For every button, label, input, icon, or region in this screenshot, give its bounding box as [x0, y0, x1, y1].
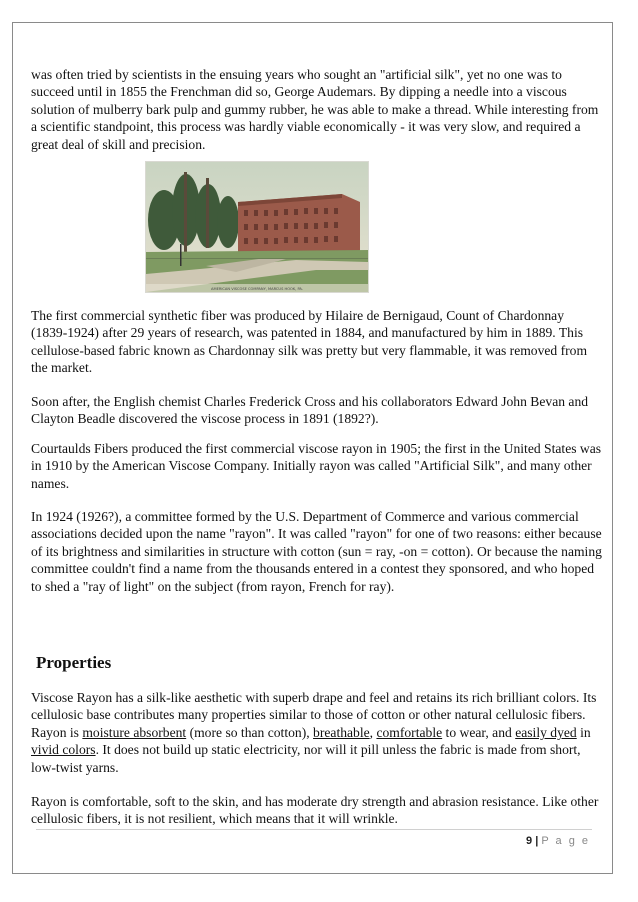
- text-segment: ,: [369, 724, 377, 740]
- paragraph-rayon-name: In 1924 (1926?), a committee formed by the U.S. Department of Commerce and various commercial associations decided upon the name "rayon". It was called "rayon" for one of two reasons: either because of its brightness and similarities in structure with cotton (sun = ray, -on = cotton). Or because the naming committee couldn't find a name from the thousands entered in a contest they sponsored, and who hoped to shed a "ray of light" on the subject (from rayon, French for ray).: [31, 509, 602, 594]
- paragraph-viscose-process: Soon after, the English chemist Charles Frederick Cross and his collaborators Edward John Bevan and Clayton Beadle discovered the viscose process in 1891 (1892?).: [31, 394, 589, 427]
- paragraph-viscose-properties: [31, 689, 603, 776]
- paragraph-courtaulds: Courtaulds Fibers produced the first commercial viscose rayon in 1905; the first in the United States was in 1910 by the American Viscose Company. Initially rayon was called "Artificial Silk", and many other names.: [31, 441, 602, 491]
- paragraph-rayon-comfort: Rayon is comfortable, soft to the skin, and has moderate dry strength and abrasion resistance. Like other cellulosic fibers, it is not resilient, which means that it will wrinkle.: [31, 794, 599, 827]
- text-segment: . It does not build up static electricity, nor will it pill unless the fabric is made from short, low-twist yarns.: [31, 742, 581, 775]
- text-segment: to wear, and: [442, 724, 516, 740]
- link-moisture-absorbent[interactable]: moisture absorbent: [82, 724, 187, 740]
- paragraph-artificial-silk-history: was often tried by scientists in the ensuing years who sought an "artificial silk", yet no one was to succeed until in 1855 the Frenchman did so, George Audemars. By dipping a needle into a viscous solution of mulberry bark pulp and gummy rubber, he was able to make a thread. While interesting from a scientific standpoint, this process was hardly viable economically - it was very slow, and required a great deal of skill and precision.: [31, 67, 599, 152]
- section-heading-properties: Properties: [36, 653, 112, 672]
- link-easily-dyed[interactable]: easily dyed: [515, 724, 577, 740]
- text-segment: in: [576, 724, 591, 740]
- paragraph-chardonnay-silk: The first commercial synthetic fiber was produced by Hilaire de Bernigaud, Count of Chardonnay (1839-1924) after 29 years of research, was patented in 1884, and manufactured by him in 1889. This cellulose-based fabric known as Chardonnay silk was pretty but very flammable, it was removed from the market.: [31, 308, 588, 376]
- photo-caption: AMERICAN VISCOSE COMPANY, MARCUS HOOK, PA.: [211, 287, 303, 291]
- footer-divider: [36, 829, 592, 830]
- link-comfortable[interactable]: comfortable: [376, 724, 443, 740]
- link-vivid-colors[interactable]: vivid colors: [31, 742, 96, 758]
- page-label: P a g e: [541, 835, 590, 847]
- factory-postcard-photo: [146, 162, 368, 292]
- page-number: [526, 835, 590, 847]
- text-segment: (more so than cotton),: [186, 724, 314, 740]
- page-number-value: 9: [526, 835, 533, 847]
- factory-postcard-image: [146, 162, 368, 292]
- page-number-separator: |: [535, 835, 539, 847]
- text-segment: Viscose Rayon has a silk-like aesthetic with superb drape and feel and retains its rich brilliant colors. Its cellulosic base contributes many properties similar to those of cotton or other natural cellulosic fibers. Rayon is: [31, 690, 597, 740]
- link-breathable[interactable]: breathable: [313, 724, 370, 740]
